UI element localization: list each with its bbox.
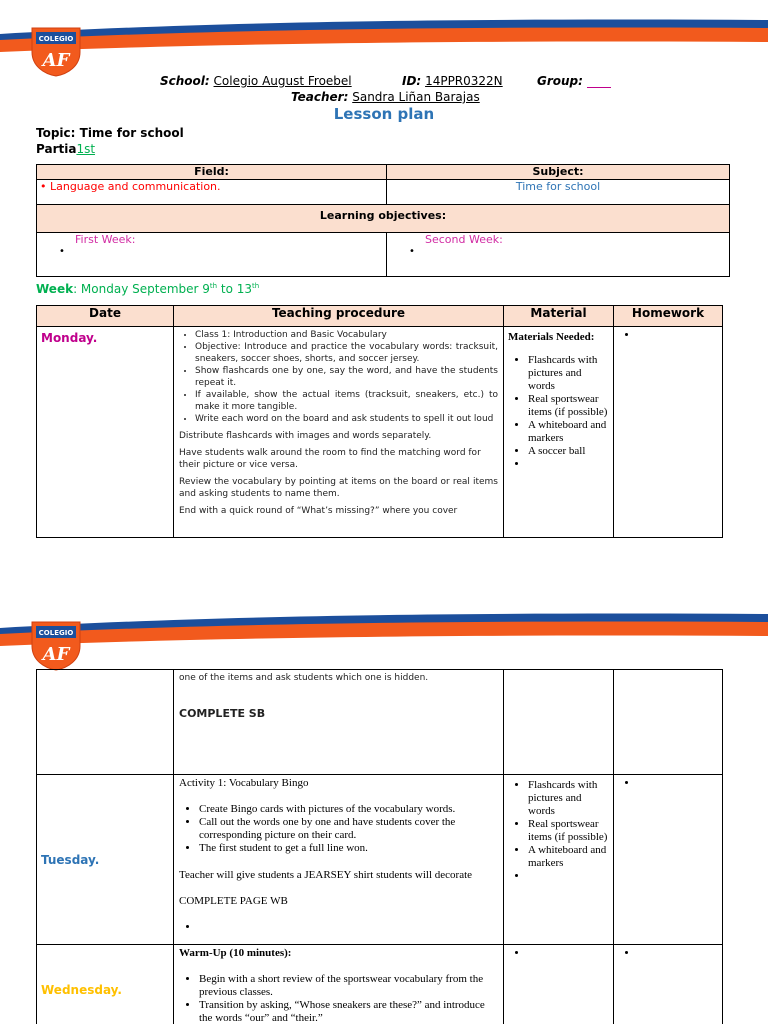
continued-date [37, 670, 174, 775]
header-band [0, 596, 768, 666]
homework-header: Homework [614, 306, 723, 327]
week-label: Week [36, 282, 74, 296]
wednesday-bullet: • Begin with a short review of the sportswear vocabulary from the previous classes. [199, 973, 498, 999]
material-header: Material [504, 306, 614, 327]
plan-table [36, 305, 723, 538]
partial-label: Partia [36, 142, 77, 156]
monday-date: Monday. [37, 327, 174, 538]
id-line [402, 74, 503, 88]
monday-bullet: • Objective: Introduce and practice the vocabulary words: tracksuit, sneakers, soccer shoes, shorts, and soccer jersey. [195, 341, 498, 365]
wednesday-homework [614, 945, 723, 1024]
header-band [0, 0, 768, 70]
group-label: Group: [537, 74, 583, 88]
tuesday-empty-bullet [199, 921, 498, 934]
monday-bullet: • Class 1: Introduction and Basic Vocabulary [195, 329, 498, 341]
material-item [528, 870, 609, 883]
material-item: • Real sportswear items (if possible) [528, 393, 609, 419]
topic-heading: Topic: Time for school [36, 126, 184, 140]
first-week-bullet: • [59, 246, 65, 257]
partial-value: 1st [76, 142, 96, 156]
plan-table-continued [36, 669, 723, 1024]
material-item: • Flashcards with pictures and words [528, 779, 609, 818]
second-week-bullet: • [409, 246, 415, 257]
monday-materials [504, 327, 614, 538]
monday-step: End with a quick round of “What’s missing?” where you cover [179, 506, 458, 516]
subject-value: Time for school [387, 180, 730, 205]
subject-header: Subject: [387, 165, 730, 180]
monday-bullet: • If available, show the actual items (tracksuit, sneakers, etc.) to make it more tangible. [195, 389, 498, 413]
group-line [537, 74, 611, 88]
warmup-heading: Warm-Up (10 minutes): [179, 947, 292, 959]
material-item: • A soccer ball [528, 445, 609, 458]
continued-procedure [174, 670, 504, 775]
procedure-header: Teaching procedure [174, 306, 504, 327]
week-line [36, 282, 259, 296]
homework-bullet [638, 777, 718, 790]
wednesday-materials [504, 945, 614, 1024]
objectives-header: Learning objectives: [37, 205, 730, 233]
document-page-2 [0, 596, 768, 1024]
date-header: Date [37, 306, 174, 327]
teacher-label: Teacher: [291, 90, 349, 104]
school-logo [28, 22, 84, 78]
tuesday-procedure [174, 775, 504, 945]
material-item: • A whiteboard and markers [528, 844, 609, 870]
tuesday-complete: COMPLETE PAGE WB [179, 895, 288, 907]
monday-step: Review the vocabulary by pointing at items on the board or real items and asking students to name them. [179, 477, 498, 499]
field-header: Field: [37, 165, 387, 180]
material-item: • Flashcards with pictures and words [528, 354, 609, 393]
tuesday-date: Tuesday. [37, 775, 174, 945]
logo-initials: AF [42, 644, 70, 665]
tuesday-bullet: • Call out the words one by one and have students cover the corresponding picture on their card. [199, 816, 498, 842]
continued-homework [614, 670, 723, 775]
first-week-label: First Week: [75, 233, 136, 246]
wednesday-procedure [174, 945, 504, 1024]
logo-initials: AF [42, 50, 70, 71]
continued-material [504, 670, 614, 775]
monday-step: Have students walk around the room to find the matching word for their picture or vice versa. [179, 448, 481, 470]
second-week-label: Second Week: [425, 233, 503, 246]
complete-sb: COMPLETE SB [179, 707, 266, 720]
teacher-value: Sandra Liñan Barajas [352, 90, 480, 104]
material-item [528, 458, 609, 471]
teacher-line [291, 90, 480, 104]
id-label: ID: [402, 74, 422, 88]
week-dates-end: to 13 [217, 282, 253, 296]
tuesday-bullet: • The first student to get a full line won. [199, 842, 498, 855]
wednesday-date: Wednesday. [37, 945, 174, 1024]
materials-heading: Materials Needed: [508, 331, 595, 343]
school-line [160, 74, 352, 88]
wednesday-bullet: • Transition by asking, “Whose sneakers are these?” and introduce the words “our” and “their.” [199, 999, 498, 1024]
monday-homework [614, 327, 723, 538]
first-week-cell [37, 233, 387, 277]
tuesday-jersey: Teacher will give students a JEARSEY shirt students will decorate [179, 869, 473, 881]
logo-text: COLEGIO [38, 35, 74, 43]
school-logo [28, 616, 84, 672]
homework-bullet [638, 947, 718, 960]
week-dates-start: : Monday September 9 [73, 282, 210, 296]
material-item: • A whiteboard and markers [528, 419, 609, 445]
group-value [587, 76, 611, 88]
tuesday-materials [504, 775, 614, 945]
tuesday-activity: Activity 1: Vocabulary Bingo [179, 777, 309, 789]
field-value: • Language and communication. [37, 180, 387, 205]
id-value: 14PPR0322N [425, 74, 503, 88]
monday-bullet: • Show flashcards one by one, say the word, and have the students repeat it. [195, 365, 498, 389]
homework-bullet [638, 329, 718, 342]
school-value: Colegio August Froebel [213, 74, 352, 88]
field-subject-table [36, 164, 730, 277]
monday-step: Distribute flashcards with images and words separately. [179, 431, 432, 441]
logo-text: COLEGIO [38, 629, 74, 637]
continued-text: one of the items and ask students which one is hidden. [179, 673, 429, 683]
monday-bullet: • Write each word on the board and ask students to spell it out loud [195, 413, 498, 425]
monday-procedure [174, 327, 504, 538]
school-label: School: [160, 74, 210, 88]
week-sup-start: th [209, 282, 218, 290]
tuesday-homework [614, 775, 723, 945]
week-sup-end: th [252, 282, 260, 290]
second-week-cell [387, 233, 730, 277]
material-item: • Real sportswear items (if possible) [528, 818, 609, 844]
material-item [528, 947, 609, 960]
lesson-plan-title: Lesson plan [333, 105, 435, 123]
tuesday-bullet: • Create Bingo cards with pictures of the vocabulary words. [199, 803, 498, 816]
partial-line [36, 142, 95, 156]
